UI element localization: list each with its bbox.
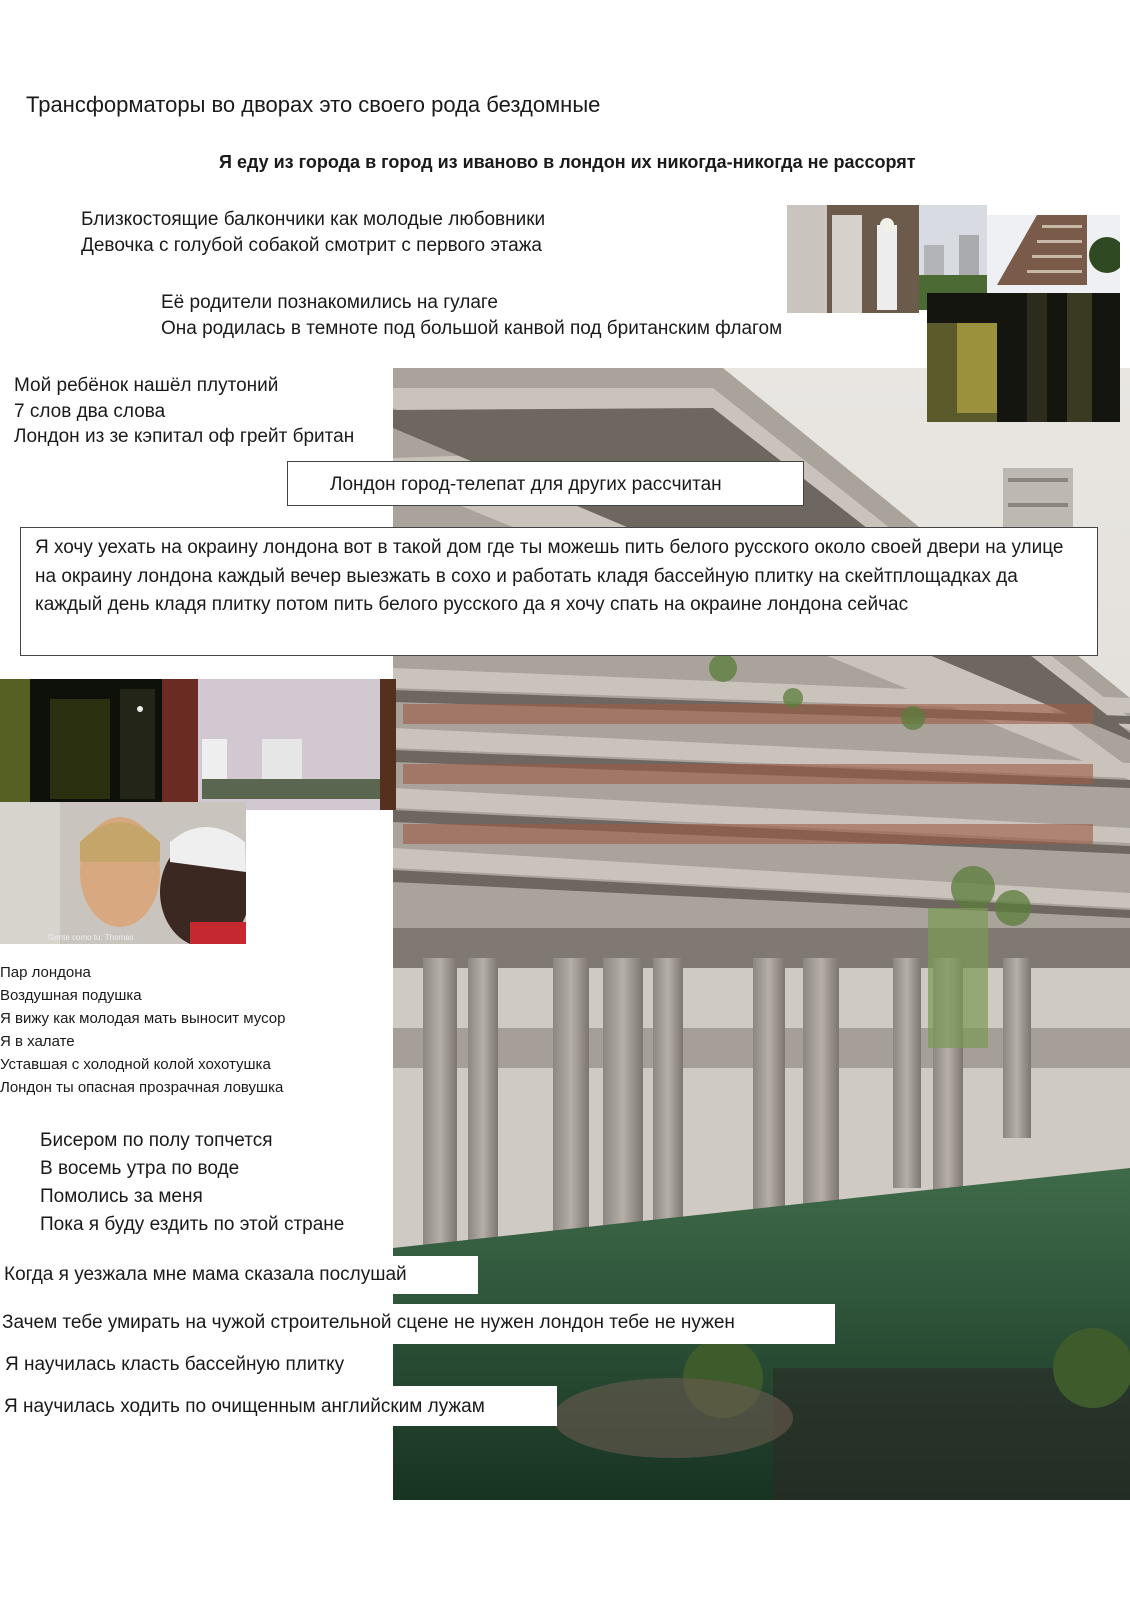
- stanza-4-line: Я в халате: [0, 1033, 75, 1050]
- paragraph-text: Я хочу уехать на окраину лондона вот в такой дом где ты можешь пить белого русского около своей двери на улице на окраину лондона каждый вечер выезжать в сохо и работать кладя бассейную плитку на скейтплощадках да каждый день кладя плитку потом пить белого русского да я хочу спать на окраине лондона сейчас: [35, 537, 1064, 615]
- stanza-4-line: Я вижу как молодая мать выносит мусор: [0, 1010, 286, 1027]
- stanza-1-line: Близкостоящие балкончики как молодые любовники: [81, 209, 546, 230]
- stanza-5-line: Пока я буду ездить по этой стране: [40, 1214, 345, 1235]
- paragraph-box: [20, 527, 1098, 656]
- stanza-5-line: В восемь утра по воде: [40, 1158, 240, 1179]
- stanza-2-line: Её родители познакомились на гулаге: [161, 292, 498, 313]
- header-line-2: Я еду из города в город из иваново в лондон их никогда-никогда не рассорят: [219, 152, 916, 172]
- closing-line-2: Зачем тебе умирать на чужой строительной сцене не нужен лондон тебе не нужен: [2, 1312, 735, 1333]
- stanza-5: [40, 1127, 344, 1239]
- stanza-5-line: Помолись за меня: [40, 1186, 203, 1207]
- stanza-3: [14, 373, 354, 450]
- photo-caption: Gente como tu: Thomas: [48, 933, 134, 942]
- stanza-4-line: Лондон ты опасная прозрачная ловушка: [0, 1079, 284, 1096]
- stanza-4-line: Воздушная подушка: [0, 987, 142, 1004]
- boxed-line: Лондон город-телепат для других рассчитан: [330, 474, 722, 495]
- stanza-4-line: Пар лондона: [0, 964, 91, 981]
- stanza-1-line: Девочка с голубой собакой смотрит с первого этажа: [81, 234, 542, 256]
- photo-yellow-corridor: [0, 679, 162, 802]
- header-line-1: Трансформаторы во дворах это своего рода бездомные: [26, 92, 601, 117]
- stanza-3-line: Лондон из зе кэпитал оф грейт британ: [14, 426, 355, 448]
- stanza-2-line: Она родилась в темноте под большой канвой под британским флагом: [161, 317, 783, 339]
- photo-corridor-man: [787, 205, 919, 313]
- stanza-3-line: Мой ребёнок нашёл плутоний: [14, 375, 279, 396]
- stanza-4-line: Уставшая с холодной колой хохотушка: [0, 1056, 271, 1073]
- photo-dark-hallway: [927, 293, 1120, 422]
- photo-two-men: [0, 802, 246, 944]
- photo-brick-tower: [987, 215, 1120, 293]
- stanza-4: [0, 961, 285, 1099]
- stanza-5-line: Бисером по полу топчется: [40, 1130, 273, 1151]
- stanza-1: [81, 207, 545, 258]
- stanza-3-line: 7 слов два слова: [14, 400, 166, 422]
- closing-line-1: Когда я уезжала мне мама сказала послушай: [4, 1264, 407, 1285]
- stanza-2: [161, 290, 782, 341]
- photo-window-view: [162, 679, 396, 810]
- closing-line-3: Я научилась класть бассейную плитку: [5, 1354, 345, 1375]
- closing-line-4: Я научилась ходить по очищенным английским лужам: [4, 1396, 485, 1417]
